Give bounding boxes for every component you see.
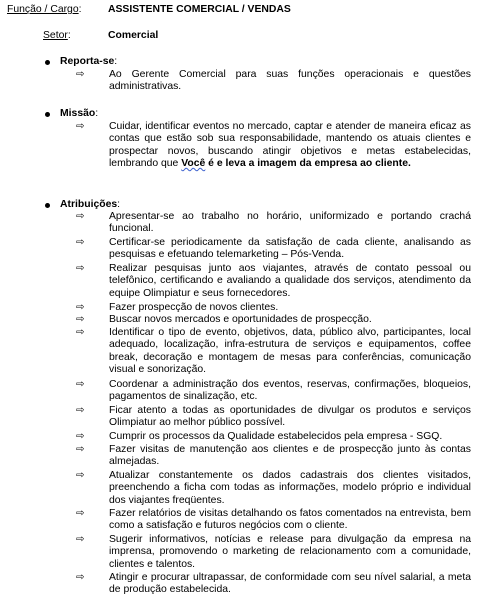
arrow-right-outline-icon: ⇨ (76, 237, 85, 248)
atribuicao-item: Coordenar a administração dos eventos, reservas, confirmações, bloqueios, pagamentos de sinalização, etc. (109, 379, 471, 403)
atribuicao-item: Ficar atento a todas as oportunidades de divulgar os produtos e serviços Olimpiatur ao melhor público possível. (109, 405, 471, 429)
reporta-label: Reporta-se (60, 56, 115, 67)
bullet-dot-icon (45, 112, 50, 117)
setor-label: Setor (43, 30, 68, 41)
missao-text-normal: Cuidar, identificar eventos no mercado, captar e atender de maneira eficaz as contas que estão sob sua responsabilidade, mantendo os atuais clientes e prospectar novos, buscando atingir objetivos e metas estabelecidas, lembrando que (109, 121, 471, 169)
bullet-dot-icon (45, 60, 50, 65)
atribuicao-item: Atingir e procurar ultrapassar, de conformidade com seu nível salarial, a meta de produção estabelecida. (109, 572, 471, 596)
arrow-right-outline-icon: ⇨ (76, 327, 85, 338)
reporta-label-row (60, 56, 117, 68)
arrow-right-outline-icon: ⇨ (76, 405, 85, 416)
atribuicao-item: Cumprir os processos da Qualidade estabelecidos pela empresa - SGQ. (109, 431, 443, 442)
arrow-right-outline-icon: ⇨ (76, 121, 85, 132)
atribuicao-item: Fazer prospecção de novos clientes. (109, 302, 279, 313)
setor-colon: : (67, 30, 71, 41)
arrow-right-outline-icon: ⇨ (76, 470, 85, 481)
arrow-right-outline-icon: ⇨ (76, 444, 85, 455)
reporta-colon: : (114, 56, 118, 67)
atribuicao-item: Realizar pesquisas junto aos viajantes, através de contato pessoal ou telefônico, certificando e avaliando a qualidade dos serviços, atendimento da equipe Olimpiatur e seus fornecedores. (109, 263, 471, 299)
reporta-item: Ao Gerente Comercial para suas funções operacionais e questões administrativas. (109, 69, 471, 93)
missao-text-voce: Você (181, 157, 206, 169)
funcao-row (7, 4, 82, 16)
missao-text (109, 121, 471, 170)
atribuicao-item: Identificar o tipo de evento, objetivos, data, público alvo, participantes, local adequado, localização, infra-estrutura de serviços e equipamentos, coffee break, decoração e montagem de mesas para conferências, comunicação visual e sonorização. (109, 327, 471, 375)
arrow-right-outline-icon: ⇨ (76, 379, 85, 390)
arrow-right-outline-icon: ⇨ (76, 314, 85, 325)
arrow-right-outline-icon: ⇨ (76, 431, 85, 442)
bullet-dot-icon (45, 203, 50, 208)
funcao-value: ASSISTENTE COMERCIAL / VENDAS (108, 4, 291, 15)
atribuicoes-label: Atribuições (60, 199, 118, 210)
atribuicao-item: Sugerir informativos, notícias e release para divulgação da empresa na imprensa, promovendo o marketing de relacionamento com a comunidade, clientes e talentos. (109, 534, 471, 570)
arrow-right-outline-icon: ⇨ (76, 69, 85, 80)
atribuicao-item: Fazer relatórios de visitas detalhando os fatos comentados na entrevista, bem como a satisfação e futuros negócios com o cliente. (109, 508, 471, 532)
arrow-right-outline-icon: ⇨ (76, 211, 85, 222)
funcao-colon: : (78, 4, 82, 15)
atribuicao-item: Certificar-se periodicamente da satisfação de cada cliente, analisando as pesquisas e efetuando telemarketing – Pós-Venda. (109, 237, 471, 261)
arrow-right-outline-icon: ⇨ (76, 263, 85, 274)
setor-value: Comercial (108, 30, 159, 41)
arrow-right-outline-icon: ⇨ (76, 302, 85, 313)
arrow-right-outline-icon: ⇨ (76, 572, 85, 583)
missao-label: Missão (60, 108, 96, 119)
missao-label-row (60, 108, 98, 120)
funcao-label: Função / Cargo (7, 4, 79, 15)
atribuicao-item: Atualizar constantemente os dados cadastrais dos clientes visitados, preenchendo a ficha com todas as informações, modelo próprio e individual dos viajantes freqüentes. (109, 470, 471, 506)
missao-text-bold: é e leva a imagem da empresa ao cliente. (205, 157, 411, 169)
atribuicao-item: Buscar novos mercados e oportunidades de prospecção. (109, 314, 372, 325)
atribuicoes-colon: : (117, 199, 121, 210)
atribuicao-item: Fazer visitas de manutenção aos clientes e de prospecção junto às contas almejadas. (109, 444, 471, 468)
arrow-right-outline-icon: ⇨ (76, 508, 85, 519)
setor-row (43, 30, 71, 42)
atribuicao-item: Apresentar-se ao trabalho no horário, uniformizado e portando crachá funcional. (109, 211, 471, 235)
missao-colon: : (95, 108, 99, 119)
arrow-right-outline-icon: ⇨ (76, 534, 85, 545)
atribuicoes-label-row (60, 199, 120, 211)
